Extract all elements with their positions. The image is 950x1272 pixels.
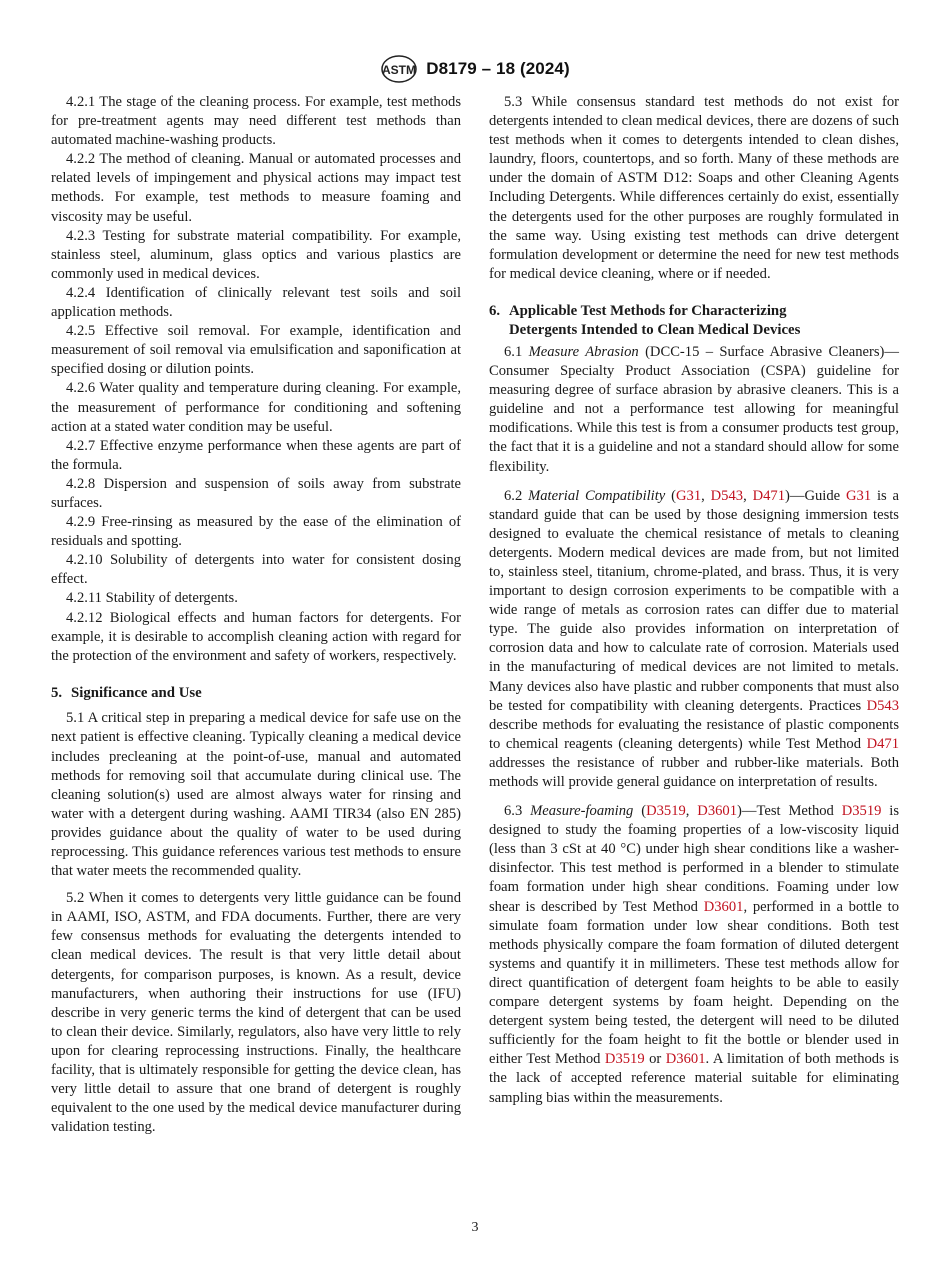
paragraph-4-2-12: 4.2.12 Biological effects and human factors for detergents. For example, it is desirable to accomplish cleaning action with regard for the protection of the environment and safety of workers, respectively. [51,609,461,664]
page-header [0,52,950,86]
ref-link-d3601-method[interactable]: D3601 [703,898,744,915]
ref-link-d3601[interactable]: D3601 [697,803,738,820]
paragraph-4-2-1: 4.2.1 The stage of the cleaning process. For example, test methods for pre-treatment agents may need different test methods than automated machine-washing products. [51,94,461,149]
paragraph-4-2-8: 4.2.8 Dispersion and suspension of soils away from substrate surfaces. [51,475,461,511]
ref-link-d3519[interactable]: D3519 [646,803,686,820]
ref-link-d471[interactable]: D471 [752,487,786,504]
ref-link-g31-guide[interactable]: G31 [845,487,872,504]
ref-link-d471-method[interactable]: D471 [866,735,899,752]
section-5-heading: 5. Significance and Use [51,684,202,701]
ref-link-d543[interactable]: D543 [710,487,744,504]
paragraph-4-2-9: 4.2.9 Free-rinsing as measured by the ease of the elimination of residuals and spotting. [51,514,461,550]
paragraph-5-2: 5.2 When it comes to detergents very little guidance can be found in AAMI, ISO, ASTM, and FDA documents. Further, there are very few consensus methods for evaluating the detergents intended to clean medical devices. The result is that very little detail about detergents, for comparison purposes, is known. As a result, device manufacturers, when authoring their instructions for use (IFU) describe in very generic terms the kind of detergent that can be used to clean their device. Similarly, regulators, also have very little to rely upon for clearing reprocessing instructions. Finally, the healthcare facility, that is ultimately responsible for getting the device clean, has very little detail to assure that one brand of detergent is roughly equivalent to the one used by the medical device manufacturer during validation testing. [51,890,461,1136]
paragraph-6-2: 6.2 Material Compatibility (G31, D543, D471)—Guide G31 is a standard guide that can be used by those designing immersion tests designed to evaluate the chemical resistance of metals to cleaning detergents. Modern medical devices are made from, but not limited to, stainless steel, titanium, chrome-plated, and brass. Thus, it is very important to design corrosion experiments to be compatible with a wide range of metals as corrosion rates can differ due to material type. The guide also provides information on interpretation of corrosion data and how to calculate rate of corrosion. Materials used in the manufacturing of medical devices are not limited to metals. Many devices also have plastic and rubber components that must also be tested for compatibility with cleaning detergents. Practices D543 describe methods for evaluating the resistance of plastic components to chemical reagents (cleaning detergents) while Test Method D471 addresses the resistance of rubber and rubber-like materials. Both methods will provide general guidance on interpretation of results. [489,487,900,790]
paragraph-4-2-6: 4.2.6 Water quality and temperature during cleaning. For example, the measurement of performance for conditioning and softening action at a stated water condition may be useful. [51,380,461,435]
paragraph-5-3: 5.3 While consensus standard test methods do not exist for detergents intended to clean medical devices, there are dozens of such test methods when it comes to detergents intended to clean dishes, laundry, floors, countertops, and so forth. Many of these methods are under the domain of ASTM D12: Soaps and other Cleaning Agents Including Detergents. While differences certainly do exist, essentially the detergents used for the other purposes are roughly formulated in the same way. Using existing test methods can drive detergent formulation development or determine the need for new test methods for medical device cleaning, where or if needed. [489,94,899,282]
paragraph-6-1: 6.1 Measure Abrasion (DCC-15 – Surface Abrasive Cleaners)—Consumer Specialty Product Association (CSPA) guideline for measuring degree of surface abrasion by abrasive cleaners. This is a guideline and not a performance test allowing for meaningful modifications. While this test is from a consumer products test group, the fact that it is a guideline and not a standard should allow for some flexibility. [489,343,899,475]
paragraph-6-3: 6.3 Measure-foaming (D3519, D3601)—Test Method D3519 is designed to study the foaming properties of a low-viscosity liquid (less than 3 cSt at 40 °C) under high shear conditions like a washer-disinfector. This test method is performed in a blender to stimulate foam formation under high shear conditions. Foaming under low shear is described by Test Method D3601, performed in a bottle to simulate foam formation under low shear conditions. Both test methods physically compare the foam formation of diluted detergent systems and quantify it in millimeters. These test methods allow for direct quantification of detergent foam heights to be able to easily compare detergent systems by foam height. Depending on the detergent system being tested, the detergent will need to be diluted sufficiently for the foam height to fit the bottle or blender used in either Test Method D3519 or D3601. A limitation of both methods is the lack of accepted reference material suitable for eliminating sampling bias within the measurements. [489,803,900,1106]
astm-logo-icon [380,54,418,84]
ref-link-d3519-method[interactable]: D3519 [841,803,882,820]
section-6-heading: 6. Applicable Test Methods for Characterizing Detergents Intended to Clean Medical Devices [489,302,801,339]
paragraph-5-1: 5.1 A critical step in preparing a medical device for safe use on the next patient is effective cleaning. Typically cleaning a medical device includes precleaning at the point-of-use, manual and automated methods for removing soil that accumulate during clinical use. The cleaning solution(s) used are almost always water for rinsing and water with a detergent during washing. AAMI TIR34 (also EN 285) provides guidance about the quality of water to be used during reprocessing. This guidance references various test methods to ensure that water meets the recommended quality. [51,710,462,880]
paragraph-4-2-11: 4.2.11 Stability of detergents. [66,590,238,607]
paragraph-6-3-title: Measure-foaming [530,803,634,820]
left-column [51,93,461,1137]
ref-link-d543-practices[interactable]: D543 [866,697,899,714]
paragraph-4-2-7: 4.2.7 Effective enzyme performance when these agents are part of the formula. [51,437,461,473]
svg-text:ASTM: ASTM [382,63,417,77]
paragraph-4-2-10: 4.2.10 Solubility of detergents into water for consistent dosing effect. [51,552,461,588]
ref-link-g31[interactable]: G31 [676,487,702,504]
ref-link-d3601-either[interactable]: D3601 [665,1051,706,1068]
right-column [489,93,899,1108]
paragraph-6-2-title: Material Compatibility [528,487,666,504]
paragraph-4-2-2: 4.2.2 The method of cleaning. Manual or automated processes and related levels of impingement and physical actions may impact test methods. For example, test methods to measure foaming and viscosity may be useful. [51,151,461,225]
document-designation: D8179 – 18 (2024) [426,59,570,78]
page-number: 3 [471,1220,479,1235]
paragraph-6-1-title: Measure Abrasion [528,343,639,360]
paragraph-4-2-4: 4.2.4 Identification of clinically relevant test soils and soil application methods. [51,284,461,321]
paragraph-4-2-3: 4.2.3 Testing for substrate material compatibility. For example, stainless steel, aluminum, glass optics and various plastics are commonly used in medical devices. [51,227,461,282]
ref-link-d3519-either[interactable]: D3519 [604,1051,645,1068]
paragraph-4-2-5: 4.2.5 Effective soil removal. For example, identification and measurement of soil removal via emulsification and saponification at specified dosing or dilution points. [51,323,461,378]
